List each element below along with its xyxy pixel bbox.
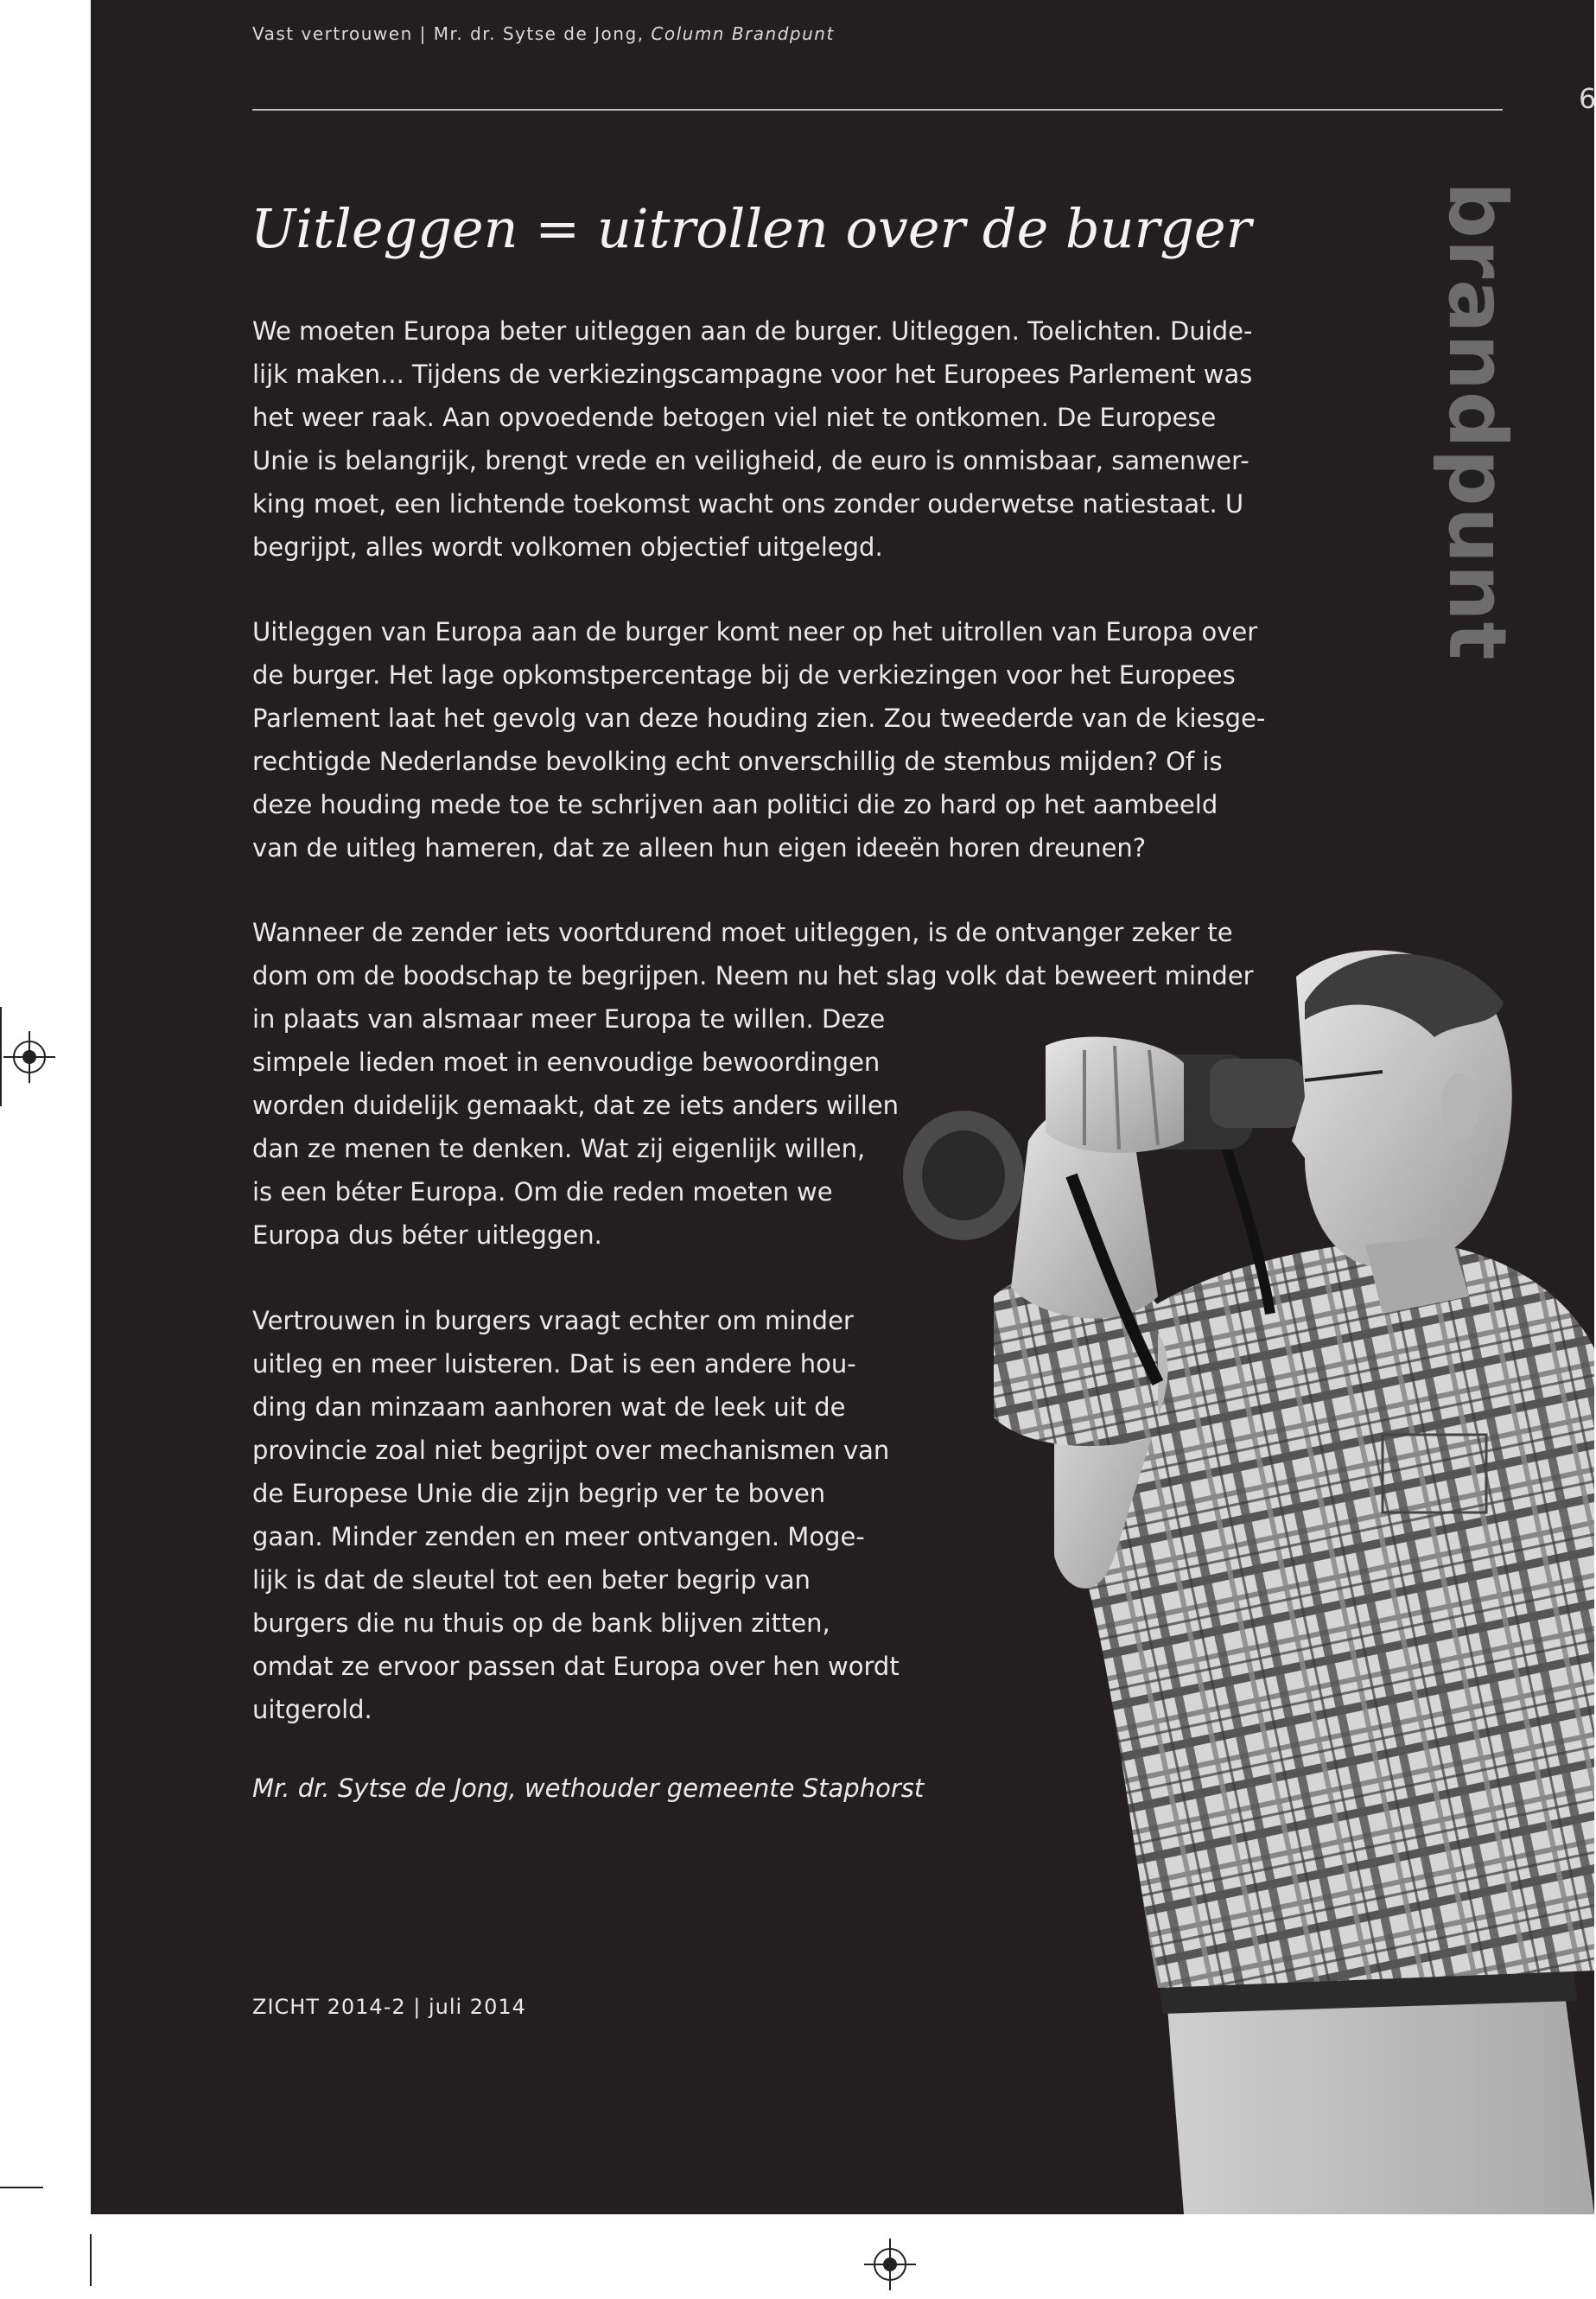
paragraph-1 [252,309,1252,569]
issue-footer: ZICHT 2014-2 | juli 2014 [252,1995,526,2019]
text-line: van de uitleg hameren, dat ze alleen hun eigen ideeën horen dreunen? [252,833,1147,863]
section-label-text: brandpunt [1431,182,1523,661]
text-line: We moeten Europa beter uitleggen aan de burger. Uitleggen. Toelichten. Duide- [252,316,1253,346]
section-label [1387,182,1523,661]
text-line: de Europese Unie die zijn begrip ver te boven [252,1479,826,1508]
text-line: de burger. Het lage opkomstpercentage bij de verkiezingen voor het Europees [252,660,1236,690]
text-line: lijk maken... Tijdens de verkiezingscampagne voor het Europees Parlement was [252,360,1253,389]
paragraph-4 [252,1299,900,1731]
text-line: king moet, een lichtende toekomst wacht ons zonder ouderwetse natiestaat. U [252,489,1244,519]
running-head-column: Column Brandpunt [651,23,835,44]
text-line: simpele lieden moet in eenvoudige bewoordingen [252,1048,881,1077]
text-line: rechtigde Nederlandse bevolking echt onverschillig de stembus mijden? Of is [252,747,1223,776]
text-line: lijk is dat de sleutel tot een beter begrip van [252,1565,811,1595]
text-line: burgers die nu thuis op de bank blijven zitten, [252,1608,830,1638]
text-line: Uitleggen van Europa aan de burger komt neer op het uitrollen van Europa over [252,617,1258,646]
registration-mark [3,1031,55,1083]
text-line: gaan. Minder zenden en meer ontvangen. Moge- [252,1522,865,1551]
crop-mark [90,2234,92,2286]
article-title: Uitleggen = uitrollen over de burger [251,197,1252,260]
text-line: ding dan minzaam aanhoren wat de leek uit de [252,1392,846,1422]
header-rule [252,109,1503,111]
text-line: deze houding mede toe te schrijven aan politici die zo hard op het aambeeld [252,790,1218,819]
running-head-text: Vast vertrouwen | Mr. dr. Sytse de Jong, [252,23,652,44]
text-line: uitleg en meer luisteren. Dat is een andere hou- [252,1349,856,1379]
registration-mark [864,2238,916,2290]
text-line: Wanneer de zender iets voortdurend moet uitleggen, is de ontvanger zeker te [252,918,1233,947]
paragraph-2 [252,610,1265,869]
text-line: worden duidelijk gemaakt, dat ze iets anders willen [252,1091,900,1120]
crop-mark [0,1007,2,1106]
author-signature: Mr. dr. Sytse de Jong, wethouder gemeente Staphorst [252,1774,925,1803]
text-line: Unie is belangrijk, brengt vrede en veiligheid, de euro is onmisbaar, samenwer- [252,446,1249,475]
text-line: Europa dus béter uitleggen. [252,1220,602,1250]
text-line: omdat ze ervoor passen dat Europa over hen wordt [252,1652,900,1681]
text-line: in plaats van alsmaar meer Europa te willen. Deze [252,1004,886,1034]
text-line: is een béter Europa. Om die reden moeten we [252,1177,833,1207]
text-line: dom om de boodschap te begrijpen. Neem nu het slag volk dat beweert minder [252,961,1254,990]
text-line: begrijpt, alles wordt volkomen objectief uitgelegd. [252,532,883,562]
text-line: Vertrouwen in burgers vraagt echter om minder [252,1306,854,1335]
crop-mark [0,2187,43,2188]
text-line: uitgerold. [252,1695,372,1724]
text-line: provincie zoal niet begrijpt over mechanismen van [252,1436,890,1465]
text-line: Parlement laat het gevolg van deze houding zien. Zou tweederde van de kiesge- [252,704,1266,733]
text-line: dan ze menen te denken. Wat zij eigenlijk willen, [252,1134,866,1163]
author-photo [899,899,1594,2214]
running-head [252,23,835,44]
page-number: 6 [1579,82,1596,115]
text-line: het weer raak. Aan opvoedende betogen viel niet te ontkomen. De Europese [252,403,1217,432]
